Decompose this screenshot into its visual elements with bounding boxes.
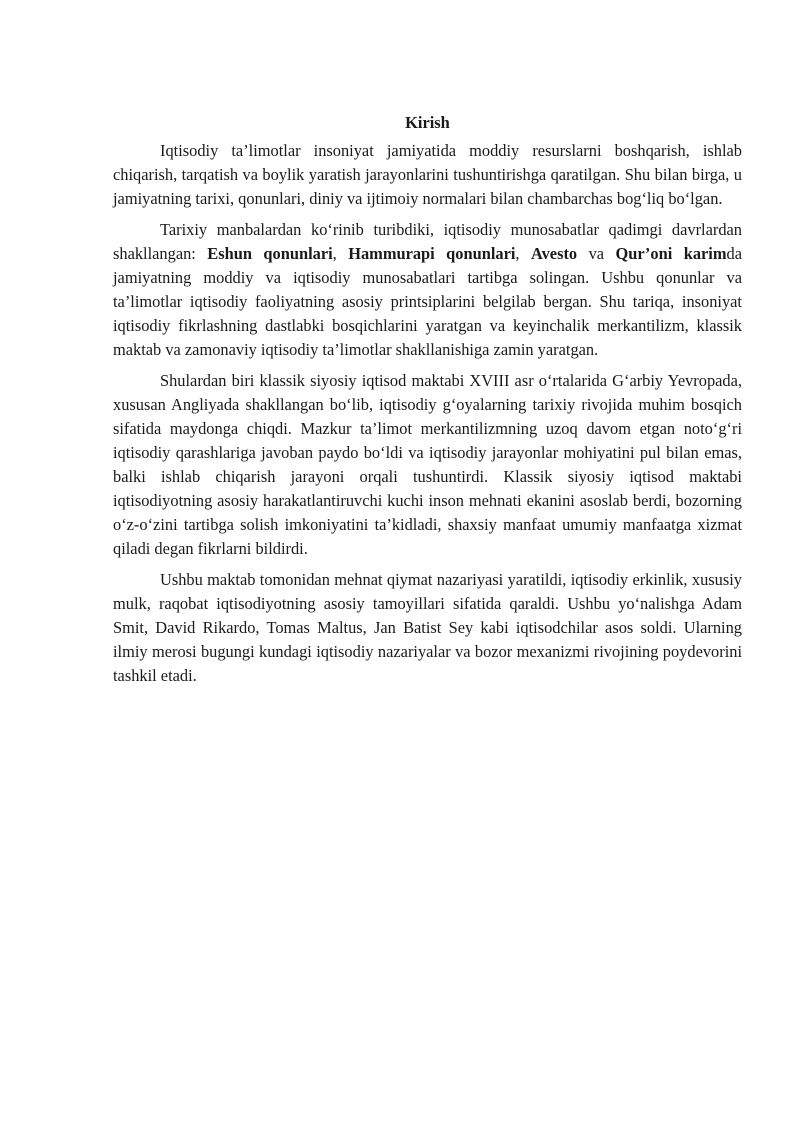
- paragraph-1: Iqtisodiy ta’limotlar insoniyat jamiyatida moddiy resurslarni boshqarish, ishlab chiqarish, tarqatish va boylik yaratish jarayonlarini tushuntirishga qaratilgan. Shu bilan birga, u jamiyatning tarixi, qonunlari, diniy va ijtimoiy normalari bilan chambarchas bog‘liq bo‘lgan.: [113, 141, 742, 208]
- paragraph-2-text-1: Tarixiy manbalardan ko‘rinib turibdiki, iqtisodiy munosabatlar qadimgi davrlardan shakllangan:: [113, 220, 742, 263]
- term-quran: Qur’oni karim: [615, 244, 727, 263]
- term-eshun-laws: Eshun qonunlari: [207, 244, 333, 263]
- paragraph-2: [113, 218, 742, 362]
- term-hammurabi-laws: Hammurapi qonunlari: [348, 244, 516, 263]
- paragraph-2-text-3: ,: [515, 244, 531, 263]
- paragraph-3: Shulardan biri klassik siyosiy iqtisod maktabi XVIII asr o‘rtalarida G‘arbiy Yevropada, xususan Angliyada shakllangan bo‘lib, iqtisodiy g‘oyalarning tarixiy rivojida muhim bosqich sifatida maydonga chiqdi. Mazkur ta’limot merkantilizmning uzoq davom etgan noto‘g‘ri iqtisodiy qarashlariga javoban paydo bo‘ldi va iqtisodiy jarayonlar mohiyatini pul bilan emas, balki ishlab chiqarish jarayoni orqali tushuntirdi. Klassik siyosiy iqtisod maktabi iqtisodiyotning asosiy harakatlantiruvchi kuchi inson mehnati ekanini asoslab berdi, bozorning o‘z-o‘zini tartibga solish imkoniyatini ta’kidladi, shaxsiy manfaat umumiy manfaatga xizmat qiladi degan fikrlarni bildirdi.: [113, 371, 742, 558]
- paragraph-4: Ushbu maktab tomonidan mehnat qiymat nazariyasi yaratildi, iqtisodiy erkinlik, xususiy mulk, raqobat iqtisodiyotning asosiy tamoyillari sifatida qaraldi. Ushbu yo‘nalishga Adam Smit, David Rikardo, Tomas Maltus, Jan Batist Sey kabi iqtisodchilar asos soldi. Ularning ilmiy merosi bugungi kundagi iqtisodiy nazariyalar va bozor mexanizmi rivojining poydevorini tashkil etadi.: [113, 570, 742, 685]
- section-title: Kirish: [405, 113, 450, 132]
- paragraph-2-text-5: da jamiyatning moddiy va iqtisodiy munosabatlari tartibga solingan. Ushbu qonunlar va ta’limotlar iqtisodiy faoliyatning asosiy printsiplarini belgilab bergan. Shu tariqa, insoniyat iqtisodiy fikrlashning dastlabki bosqichlarini yaratgan va keyinchalik merkantilizm, klassik maktab va zamonaviy iqtisodiy ta’limotlar shakllanishiga zamin yaratgan.: [113, 244, 742, 359]
- document-page: [113, 111, 742, 695]
- paragraph-2-text-4: va: [577, 244, 616, 263]
- term-avesta: Avesto: [530, 244, 578, 263]
- paragraph-2-text-2: ,: [332, 244, 349, 263]
